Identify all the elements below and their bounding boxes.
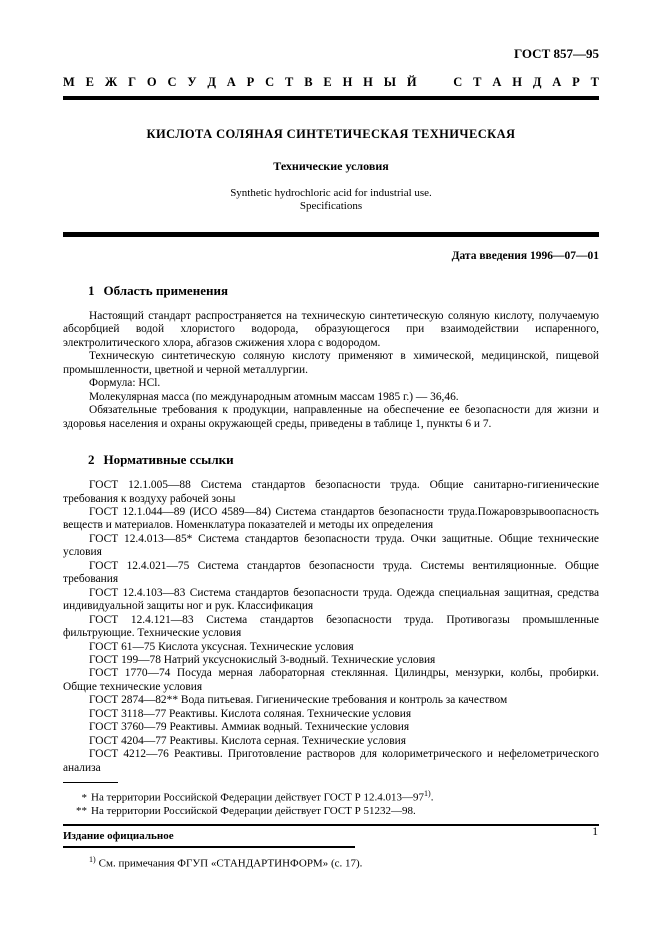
official-edition-label: Издание официальное: [63, 829, 174, 842]
section-1-heading: [88, 283, 599, 299]
normative-reference: ГОСТ 1770—74 Посуда мерная лабораторная стеклянная. Цилиндры, мензурки, колбы, пробирки. Общие технические условия: [63, 667, 599, 693]
title-english-line2: Specifications: [299, 200, 363, 212]
title-divider-bar: [63, 232, 599, 237]
normative-reference: ГОСТ 2874—82** Вода питьевая. Гигиенические требования и контроль за качеством: [89, 694, 508, 707]
scope-paragraph: Молекулярная масса (по международным атомным массам 1985 г.) — 36,46.: [89, 390, 459, 403]
header-rule: [63, 96, 599, 100]
footer-full-rule: [63, 824, 599, 826]
official-edition-rule: [63, 846, 355, 849]
standard-type-label: М Е Ж Г О С У Д А Р С Т В Е Н Н Ы Й С Т А Н Д А Р Т: [63, 75, 599, 89]
section-2-title: Нормативные ссылки: [103, 452, 234, 468]
footnote-superscript: 1): [424, 789, 431, 799]
normative-reference: ГОСТ 4212—76 Реактивы. Приготовление растворов для колориметрического и нефелометрического анализа: [63, 748, 599, 774]
document-subtitle: Технические условия: [273, 159, 389, 173]
scope-paragraph: Формула: HCl.: [89, 377, 161, 390]
footnote-marker: *: [81, 791, 87, 804]
footnote-text: На территории Российской Федерации действует ГОСТ Р 51232—98.: [91, 804, 416, 817]
scope-paragraph: Обязательные требования к продукции, направленные на обеспечение ее безопасности для жизни и здоровья населения и охраны окружающей среды, приведены в таблице 1, пункты 6 и 7.: [63, 404, 599, 430]
normative-reference: ГОСТ 12.4.021—75 Система стандартов безопасности труда. Системы вентиляционные. Общие требования: [63, 559, 599, 586]
footnote-marker: **: [76, 804, 87, 817]
section-1-title: Область применения: [103, 283, 228, 298]
normative-reference: ГОСТ 3118—77 Реактивы. Кислота соляная. Технические условия: [89, 707, 412, 720]
normative-reference: ГОСТ 199—78 Натрий уксуснокислый 3-водный. Технические условия: [89, 653, 436, 666]
title-english-line1: Synthetic hydrochloric acid for industrial use.: [230, 187, 432, 199]
footnote-text: На территории Российской Федерации действует ГОСТ Р 12.4.013—97: [91, 791, 425, 804]
footnote-asterisk: [73, 787, 599, 805]
title-english-block: [63, 187, 599, 213]
normative-reference: ГОСТ 12.4.121—83 Система стандартов безопасности труда. Противогазы промышленные фильтрующие. Технические условия: [63, 613, 599, 640]
normative-reference: ГОСТ 4204—77 Реактивы. Кислота серная. Технические условия: [89, 734, 406, 747]
normative-reference: ГОСТ 61—75 Кислота уксусная. Технические условия: [89, 640, 354, 653]
normative-reference: ГОСТ 12.4.013—85* Система стандартов безопасности труда. Очки защитные. Общие технические условия: [63, 532, 599, 559]
footnote-separator-rule: [63, 782, 118, 783]
section-2-number: 2: [88, 452, 95, 468]
footnote-tail: .: [430, 791, 434, 804]
normative-reference: ГОСТ 3760—79 Реактивы. Аммиак водный. Технические условия: [89, 721, 410, 734]
scope-paragraph: Техническую синтетическую соляную кислоту применяют в химической, медицинской, пищевой промышленности, цветной и черной металлургии.: [63, 350, 599, 376]
note-superscript: 1): [89, 855, 96, 865]
effective-date: Дата введения 1996—07—01: [451, 250, 599, 262]
footnote-double-asterisk: [73, 805, 599, 818]
section-2-heading: [88, 452, 599, 468]
doc-number: ГОСТ 857—95: [513, 46, 599, 61]
normative-reference: ГОСТ 12.1.044—89 (ИСО 4589—84) Система стандартов безопасности труда.Пожаровзрывоопасность веществ и материалов. Номенклатура показателей и методы их определения: [63, 505, 599, 532]
standartinform-note: [89, 853, 599, 871]
page-number: 1: [592, 826, 598, 838]
normative-reference: ГОСТ 12.4.103—83 Система стандартов безопасности труда. Одежда специальная защитная, средства индивидуальной защиты ног и рук. Классификация: [63, 586, 599, 613]
note-text: См. примечания ФГУП «СТАНДАРТИНФОРМ» (с. 17).: [98, 857, 363, 870]
section-1-number: 1: [88, 283, 95, 298]
scope-paragraph: Настоящий стандарт распространяется на техническую синтетическую соляную кислоту, получаемую абсорбцией водой хлористого водорода, образующегося при взаимодействии испаренного, электролитического хлора, абгазов сжижения хлора с водородом.: [63, 310, 599, 349]
normative-reference: ГОСТ 12.1.005—88 Система стандартов безопасности труда. Общие санитарно-гигиенические требования к воздуху рабочей зоны: [63, 479, 599, 505]
document-title: КИСЛОТА СОЛЯНАЯ СИНТЕТИЧЕСКАЯ ТЕХНИЧЕСКАЯ: [146, 127, 516, 141]
